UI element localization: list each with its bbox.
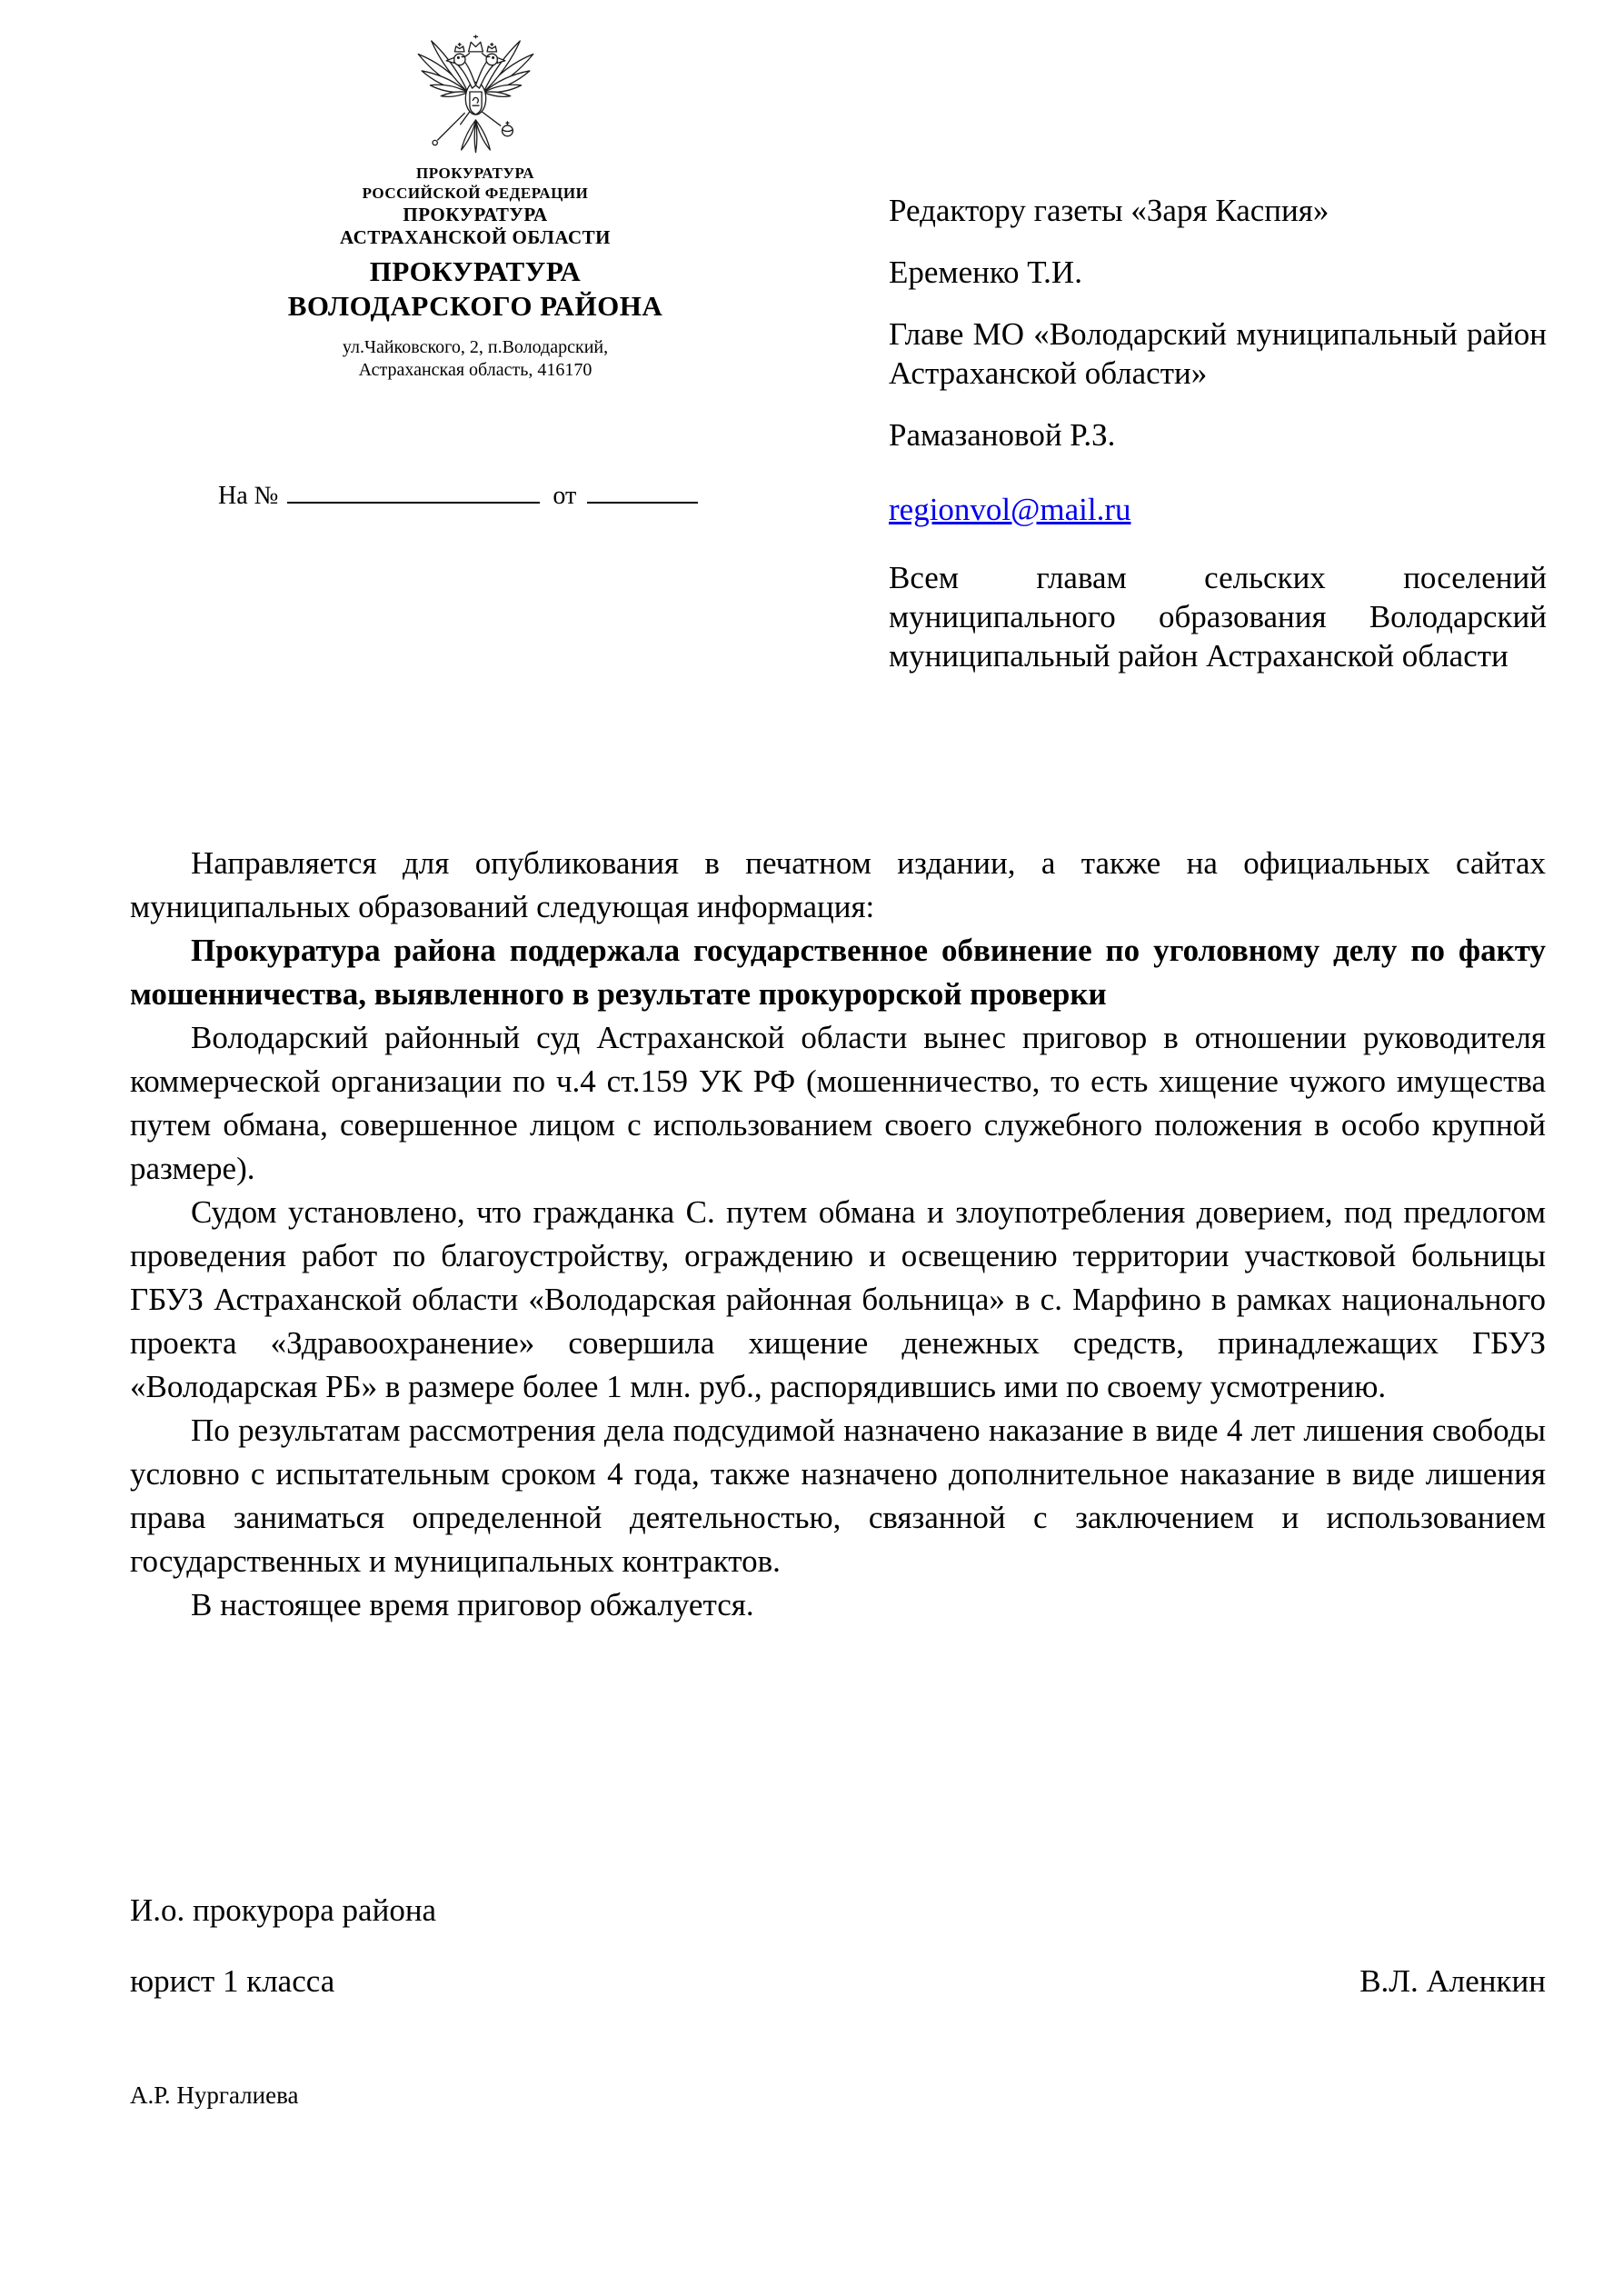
reference-from-label: от [553, 482, 577, 510]
recipient-block [889, 191, 1547, 698]
intro-paragraph: Направляется для опубликования в печатном издании, а также на официальных сайтах муниципальных образований следующая информация: [130, 845, 1546, 924]
recipient-head-name: Рамазановой Р.З. [889, 417, 1116, 453]
body-paragraph: Володарский районный суд Астраханской области вынес приговор в отношении руководителя коммерческой организации по ч.4 ст.159 УК РФ (мошенничество, то есть хищение чужого имущества путем обмана, совершенное лицом с использованием своего служебного положения в особо крупной размере). [130, 1020, 1546, 1186]
signer-position-line-2: юрист 1 класса [130, 1963, 335, 1999]
reference-number-blank [287, 478, 540, 504]
address-line-2: Астраханская область, 416170 [358, 360, 592, 380]
letterhead [203, 31, 748, 382]
headline-paragraph: Прокуратура района поддержала государственное обвинение по уголовному делу по факту мошенничества, выявленного в результате прокурорской проверки [130, 933, 1546, 1012]
org-line-1: ПРОКУРАТУРА [416, 165, 534, 182]
body-paragraph: Судом установлено, что гражданка С. путем обмана и злоупотребления доверием, под предлогом проведения работ по благоустройству, ограждению и освещению территории участковой больницы ГБУЗ Астраханской области «Володарская районная больница» в с. Марфино в рамках национального проекта «Здравоохранение» совершила хищение денежных средств, принадлежащих ГБУЗ «Володарская РБ» в размере более 1 млн. руб., распорядившись ими по своему усмотрению. [130, 1194, 1546, 1404]
recipient-editor: Редактору газеты «Заря Каспия» [889, 193, 1329, 228]
letter-body [130, 842, 1546, 1627]
reference-prefix-label: На № [218, 482, 279, 510]
recipient-all-heads: Всем главам сельских поселений муниципального образования Володарский муниципальный район Астраханской области [889, 560, 1547, 674]
org-name-line-2: ВОЛОДАРСКОГО РАЙОНА [287, 290, 663, 322]
reference-line [218, 478, 698, 511]
coat-of-arms-emblem [410, 31, 542, 155]
org-line-4: АСТРАХАНСКОЙ ОБЛАСТИ [339, 226, 612, 248]
body-paragraph: По результатам рассмотрения дела подсудимой назначено наказание в виде 4 лет лишения свободы условно с испытательным сроком 4 года, также назначено дополнительное наказание в виде лишения права заниматься определенной деятельностью, связанной с заключением и использованием государственных и муниципальных контрактов. [130, 1413, 1546, 1579]
signer-name: В.Л. Аленкин [1359, 1963, 1546, 1999]
executor-name: А.Р. Нургалиева [130, 2081, 299, 2109]
body-paragraph: В настоящее время приговор обжалуется. [191, 1587, 754, 1622]
org-name-line-1: ПРОКУРАТУРА [369, 255, 582, 287]
org-line-3: ПРОКУРАТУРА [403, 204, 548, 225]
address-line-1: ул.Чайковского, 2, п.Володарский, [342, 337, 609, 357]
reference-date-blank [587, 478, 698, 504]
recipient-head: Главе МО «Володарский муниципальный район Астраханской области» [889, 316, 1547, 391]
email-link[interactable]: regionvol@mail.ru [889, 492, 1131, 527]
signature-row [130, 1963, 1546, 2000]
signer-position-line-1: И.о. прокурора района [130, 1892, 437, 1928]
recipient-editor-name: Еременко Т.И. [889, 255, 1082, 290]
org-line-2: РОССИЙСКОЙ ФЕДЕРАЦИИ [362, 185, 589, 202]
